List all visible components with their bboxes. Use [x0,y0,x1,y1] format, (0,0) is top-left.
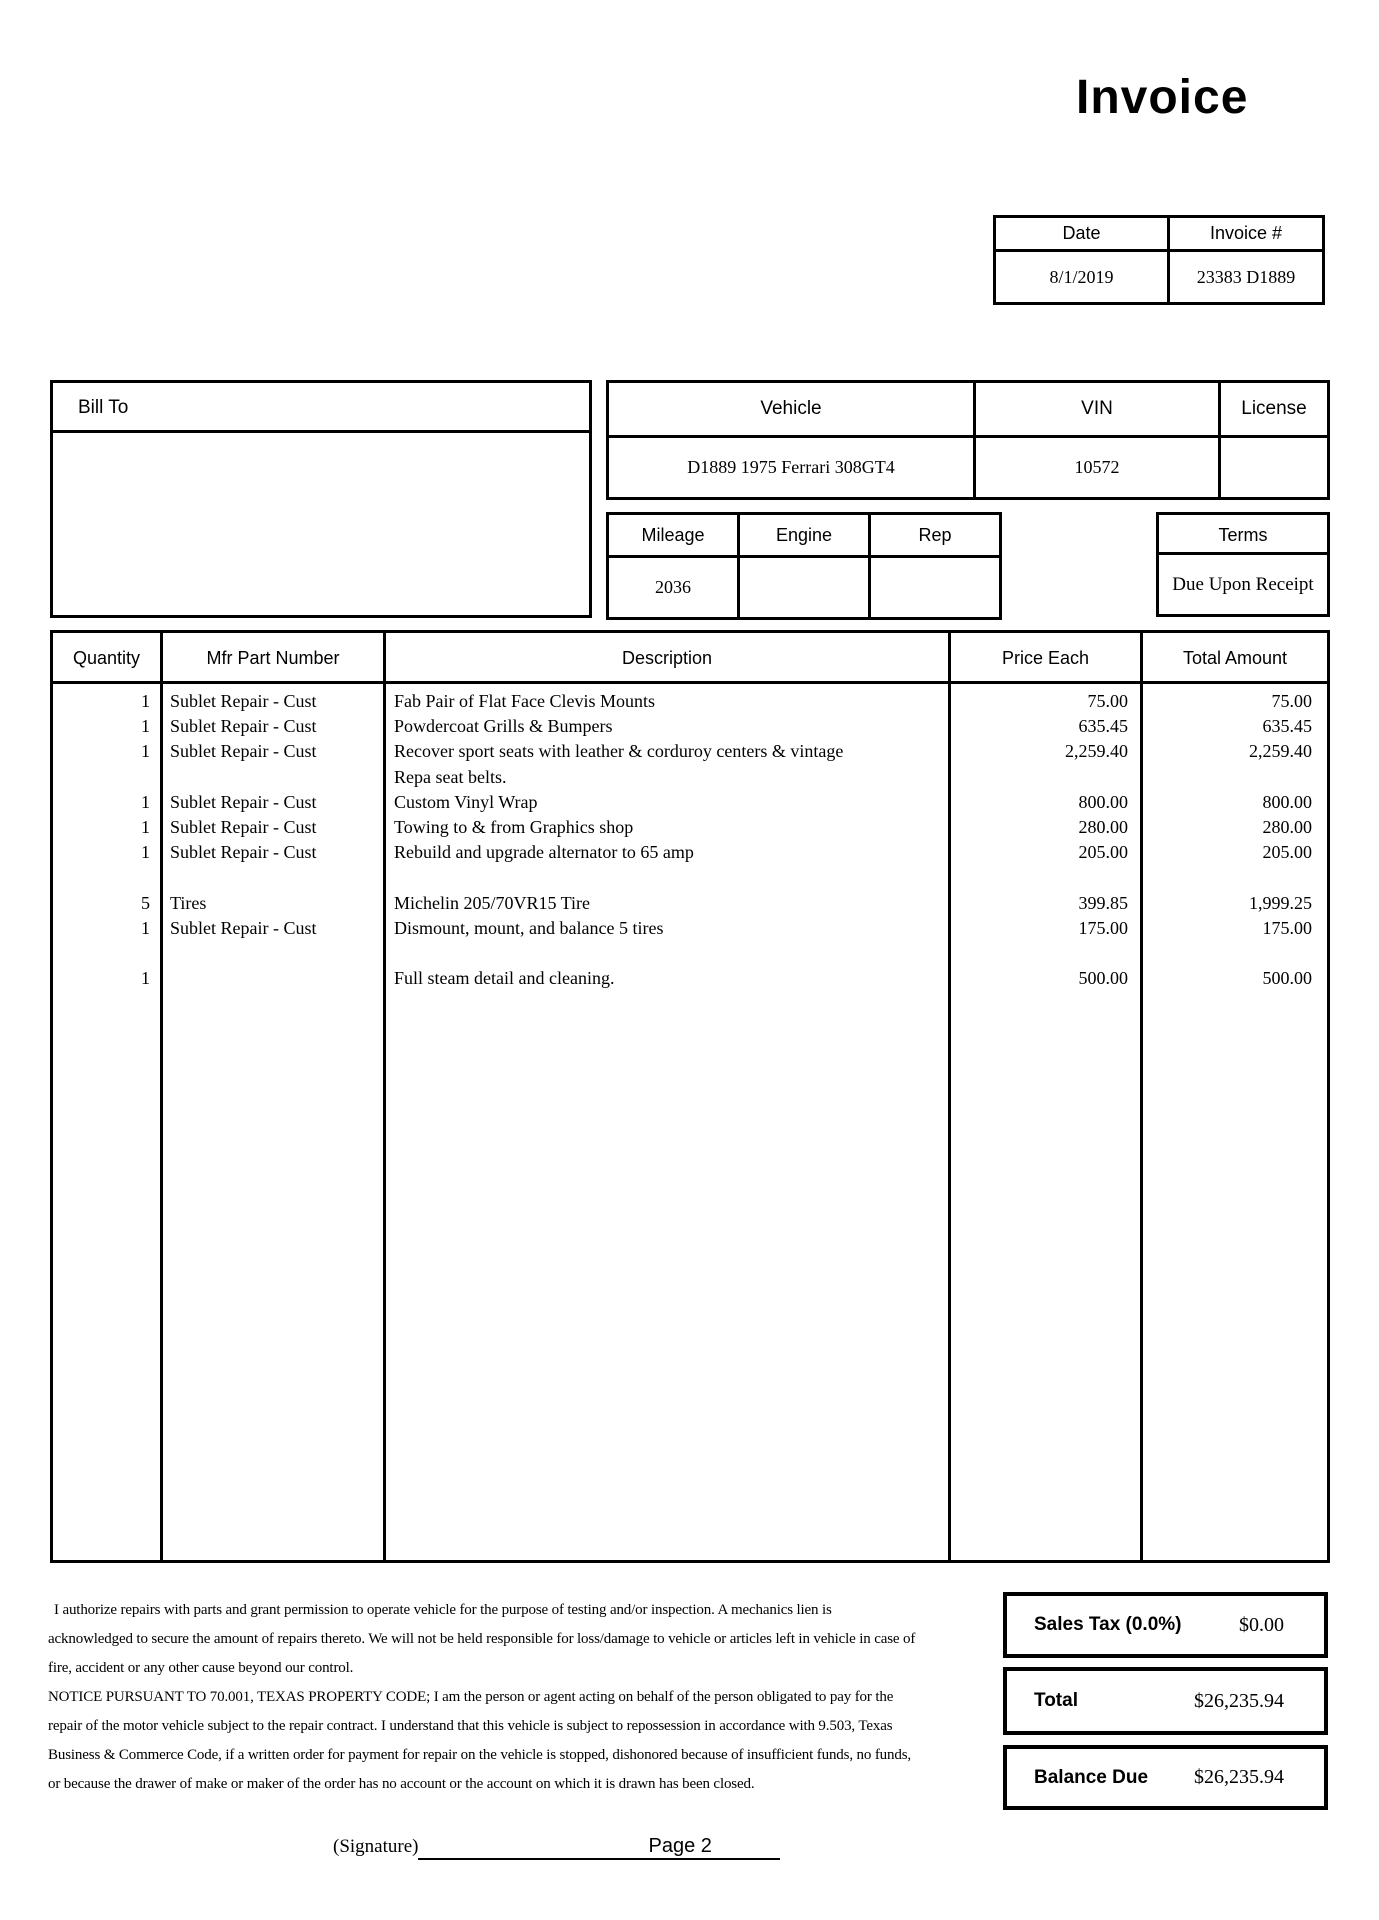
total-amount-column-header: Total Amount [1182,648,1288,668]
engine-value [740,558,871,617]
total-box [1003,1667,1328,1735]
terms-header: Terms [1159,515,1327,555]
item-cell-total: 280.00 [1262,816,1312,837]
line-items-table [50,630,1330,1563]
item-cell-desc [386,865,948,890]
item-cell-total: 800.00 [1262,791,1312,812]
invoice-number-value: 23383 D1889 [1196,267,1296,287]
legal-line: or because the drawer of make or maker of the order has no account or the account on which it is drawn has been closed. [48,1776,755,1792]
terms-box [1156,512,1330,617]
item-cell-desc: Recover sport seats with leather & corduroy centers & vintage [394,741,844,762]
item-cell-total: 175.00 [1262,917,1312,938]
item-cell-qty: 1 [141,791,150,812]
items-column-total [1143,684,1327,1560]
items-column-price [951,684,1143,1560]
items-column-qty [53,684,163,1560]
item-cell-part: Sublet Repair - Cust [170,917,317,938]
legal-line: fire, accident or any other cause beyond our control. [48,1660,354,1676]
item-cell-price [951,941,1140,966]
item-cell-price: 500.00 [1078,968,1128,989]
page-number: Page 2 [648,1835,712,1857]
item-cell-qty: 1 [141,917,150,938]
item-cell-total: 205.00 [1262,842,1312,863]
legal-line: I authorize repairs with parts and grant permission to operate vehicle for the purpose of testing and/or inspection. A mechanics lien is [54,1602,832,1618]
price-each-column-header: Price Each [951,633,1143,681]
item-cell-desc: Powdercoat Grills & Bumpers [394,716,613,737]
balance-due-box [1003,1745,1328,1810]
total-label: Total [1034,1690,1078,1711]
signature-line [418,1833,780,1860]
item-cell-desc: Dismount, mount, and balance 5 tires [394,917,664,938]
item-cell-price: 635.45 [1078,716,1128,737]
legal-text [48,1596,998,1799]
item-cell-qty: 1 [141,716,150,737]
page-title: Invoice [1076,71,1249,124]
signature-row [333,1833,780,1860]
item-cell-price: 399.85 [1078,892,1128,913]
item-cell-part [163,865,383,890]
item-cell-part [163,941,383,966]
item-cell-qty: 1 [141,842,150,863]
sales-tax-label: Sales Tax (0.0%) [1034,1614,1182,1635]
bill-to-label: Bill To [53,383,589,433]
terms-value: Due Upon Receipt [1172,574,1314,595]
items-header-row [53,633,1327,684]
vin-header: VIN [976,383,1221,435]
bill-to-box [50,380,592,618]
item-cell-part: Sublet Repair - Cust [170,842,317,863]
balance-due-label: Balance Due [1034,1766,1149,1788]
legal-line: acknowledged to secure the amount of repairs thereto. We will not be held responsible for loss/damage to vehicle or articles left in vehicle in case of [48,1631,916,1647]
license-value [1221,438,1327,497]
legal-line: Business & Commerce Code, if a written order for payment for repair on the vehicle is stopped, dishonored because of insufficient funds, no funds, [48,1747,912,1763]
item-cell-part: Sublet Repair - Cust [170,791,317,812]
item-cell-total [1143,941,1327,966]
item-cell-part [163,765,383,790]
item-cell-part: Sublet Repair - Cust [170,716,317,737]
item-cell-desc: Towing to & from Graphics shop [394,816,634,837]
part-number-column-header: Mfr Part Number [163,633,386,681]
item-cell-desc [386,941,948,966]
item-cell-price: 800.00 [1078,791,1128,812]
item-cell-total [1143,865,1327,890]
item-cell-qty [53,865,160,890]
mileage-header: Mileage [609,515,740,555]
legal-line: NOTICE PURSUANT TO 70.001, TEXAS PROPERTY CODE; I am the person or agent acting on behalf of the person obligated to pay for the [48,1689,894,1705]
item-cell-price [951,865,1140,890]
item-cell-qty: 1 [141,816,150,837]
rep-value [871,558,999,617]
item-cell-total: 635.45 [1262,716,1312,737]
item-cell-desc: Repa seat belts. [394,766,507,787]
item-cell-part: Sublet Repair - Cust [170,741,317,762]
item-cell-desc: Michelin 205/70VR15 Tire [394,892,591,913]
item-cell-qty [53,765,160,790]
item-cell-price: 2,259.40 [1065,741,1128,762]
item-cell-total: 75.00 [1271,691,1312,711]
signature-label: (Signature) [333,1836,419,1857]
mileage-engine-rep-table [606,512,1002,620]
item-cell-price [951,765,1140,790]
item-cell-desc: Full steam detail and cleaning. [394,968,615,989]
item-cell-qty: 1 [141,691,150,711]
date-value: 8/1/2019 [996,252,1170,302]
item-cell-price: 205.00 [1078,842,1128,863]
item-cell-qty: 1 [141,741,150,762]
rep-header: Rep [918,525,952,545]
date-invoice-table [993,215,1325,305]
item-cell-part: Sublet Repair - Cust [170,816,317,837]
items-column-part [163,684,386,1560]
item-cell-part: Sublet Repair - Cust [170,691,317,711]
license-header: License [1241,398,1307,419]
items-column-desc [386,684,951,1560]
items-body [53,684,1327,1560]
date-header: Date [996,218,1170,249]
balance-due-value: $26,235.94 [1194,1766,1284,1788]
item-cell-desc: Rebuild and upgrade alternator to 65 amp [394,842,694,863]
item-cell-qty: 1 [141,968,150,989]
item-cell-price: 175.00 [1078,917,1128,938]
quantity-column-header: Quantity [53,633,163,681]
item-cell-qty [53,941,160,966]
item-cell-qty: 5 [141,892,150,913]
mileage-value: 2036 [609,558,740,617]
total-value: $26,235.94 [1194,1689,1284,1712]
vehicle-value: D1889 1975 Ferrari 308GT4 [609,438,976,497]
sales-tax-value: $0.00 [1239,1613,1284,1636]
engine-header: Engine [740,515,871,555]
item-cell-desc: Custom Vinyl Wrap [394,791,538,812]
invoice-number-header: Invoice # [1209,223,1283,243]
item-cell-total [1143,765,1327,790]
vehicle-table [606,380,1330,500]
item-cell-total: 2,259.40 [1249,741,1312,762]
item-cell-price: 75.00 [1087,691,1128,711]
vin-value: 10572 [976,438,1221,497]
item-cell-total: 500.00 [1262,968,1312,989]
legal-line: repair of the motor vehicle subject to the repair contract. I understand that this vehicle is subject to repossession in accordance with 9.503, Texas [48,1718,893,1734]
item-cell-part: Tires [170,892,207,913]
item-cell-desc: Fab Pair of Flat Face Clevis Mounts [394,691,655,711]
item-cell-price: 280.00 [1078,816,1128,837]
description-column-header: Description [386,633,951,681]
item-cell-part [163,966,383,991]
sales-tax-box [1003,1592,1328,1658]
item-cell-total: 1,999.25 [1249,892,1312,913]
vehicle-header: Vehicle [609,383,976,435]
